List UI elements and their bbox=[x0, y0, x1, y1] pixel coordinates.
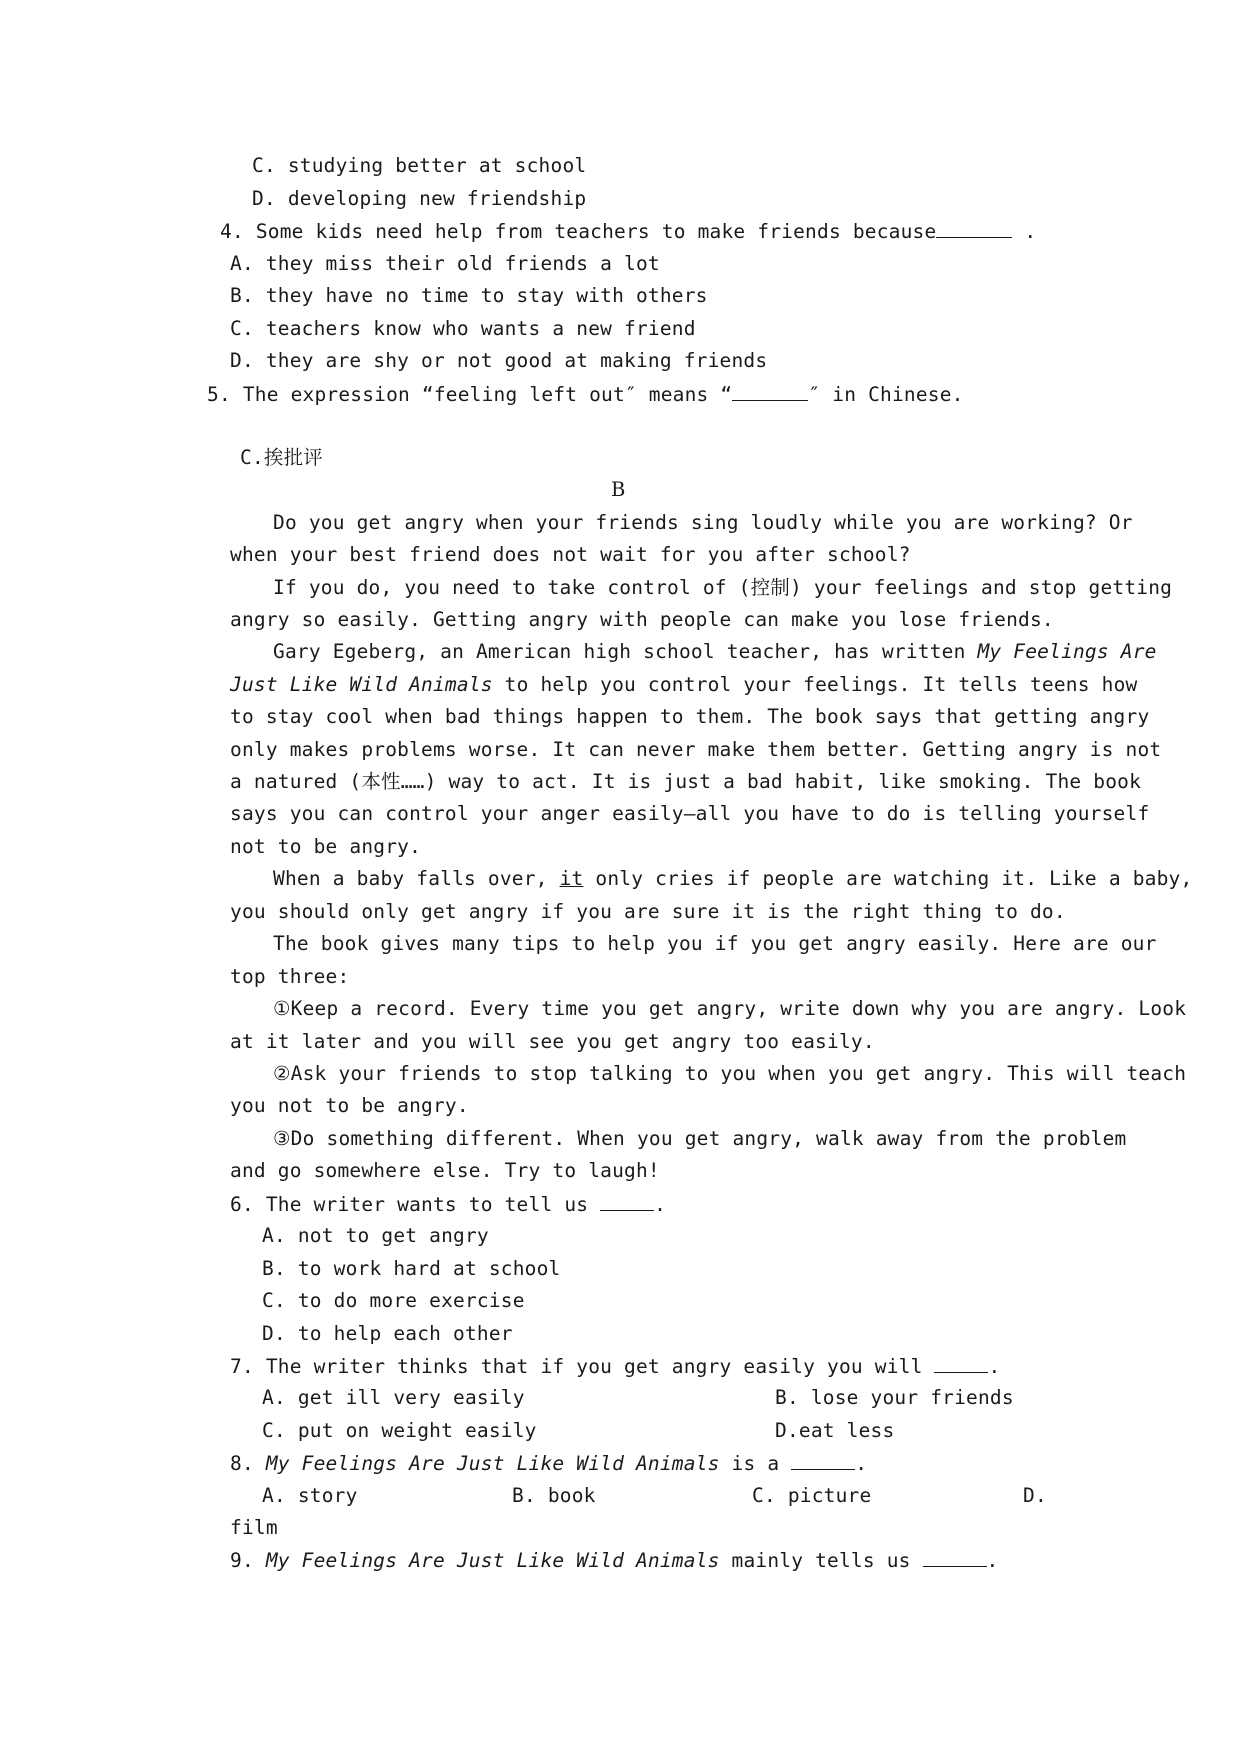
q6-stem bbox=[230, 1192, 666, 1217]
q3-option-d: D. developing new friendship bbox=[252, 187, 587, 210]
q6-option-c: C. to do more exercise bbox=[262, 1289, 525, 1312]
q7-option-d: D.eat less bbox=[775, 1419, 895, 1442]
q4-stem-text: 4. Some kids need help from teachers to make friends because bbox=[220, 220, 937, 243]
q4-option-d: D. they are shy or not good at making friends bbox=[230, 349, 768, 372]
paragraph-line: to stay cool when bad things happen to them. The book says that getting angry bbox=[230, 705, 1150, 728]
q9-stem-post: mainly tells us bbox=[719, 1549, 923, 1572]
q8-option-c: C. picture bbox=[752, 1484, 872, 1507]
paragraph-line: only makes problems worse. It can never make them better. Getting angry is not bbox=[230, 738, 1162, 761]
tip-line: ①Keep a record. Every time you get angry, write down why you are angry. Look bbox=[273, 997, 1187, 1020]
q9-stem bbox=[230, 1548, 999, 1573]
answer-blank bbox=[923, 1548, 987, 1567]
paragraph-line: when your best friend does not wait for you after school? bbox=[230, 543, 911, 566]
q8-option-b: B. book bbox=[512, 1484, 596, 1507]
answer-blank bbox=[791, 1451, 855, 1470]
text-run: only cries if people are watching it. Like a baby, bbox=[583, 867, 1193, 890]
q7-option-b: B. lose your friends bbox=[775, 1386, 1014, 1409]
q8-option-d: D. bbox=[1023, 1484, 1047, 1507]
section-heading: B bbox=[611, 478, 626, 501]
book-title: Just Like Wild Animals bbox=[230, 673, 493, 696]
q4-option-b: B. they have no time to stay with others bbox=[230, 284, 708, 307]
text-run: to help you control your feelings. It tells teens how bbox=[492, 673, 1138, 696]
q4-stem bbox=[220, 219, 1036, 244]
paragraph-line: says you can control your anger easily—all you have to do is telling yourself bbox=[230, 802, 1150, 825]
q8-stem bbox=[230, 1451, 867, 1476]
q6-option-a: A. not to get angry bbox=[262, 1224, 489, 1247]
answer-blank bbox=[600, 1192, 654, 1211]
paragraph-line: If you do, you need to take control of (控制) your feelings and stop getting bbox=[273, 576, 1173, 599]
tip-line: you not to be angry. bbox=[230, 1094, 469, 1117]
q6-stem-end: . bbox=[654, 1193, 667, 1216]
answer-blank bbox=[936, 219, 1012, 238]
tip-line: ②Ask your friends to stop talking to you when you get angry. This will teach bbox=[273, 1062, 1187, 1085]
answer-blank bbox=[934, 1354, 988, 1373]
q7-stem bbox=[230, 1354, 1000, 1379]
q5-option-c: C.挨批评 bbox=[240, 446, 323, 469]
q8-stem-end: . bbox=[855, 1452, 868, 1475]
q3-option-c: C. studying better at school bbox=[252, 154, 587, 177]
q6-option-b: B. to work hard at school bbox=[262, 1257, 561, 1280]
text-run: Gary Egeberg, an American high school teacher, has written bbox=[273, 640, 978, 663]
q7-option-c: C. put on weight easily bbox=[262, 1419, 537, 1442]
q6-option-d: D. to help each other bbox=[262, 1322, 513, 1345]
tip-line: at it later and you will see you get angry too easily. bbox=[230, 1030, 875, 1053]
q8-stem-post: is a bbox=[719, 1452, 792, 1475]
paragraph-line bbox=[230, 673, 1137, 697]
paragraph-line bbox=[273, 640, 1157, 664]
paragraph-line: not to be angry. bbox=[230, 835, 422, 858]
paragraph-line: angry so easily. Getting angry with people can make you lose friends. bbox=[230, 608, 1054, 631]
q5-stem-post: ″ in Chinese. bbox=[808, 383, 964, 406]
q8-option-a: A. story bbox=[262, 1484, 358, 1507]
paragraph-line: top three: bbox=[230, 965, 350, 988]
q4-stem-end: . bbox=[1012, 220, 1037, 243]
tip-line: and go somewhere else. Try to laugh! bbox=[230, 1159, 660, 1182]
q7-stem-text: 7. The writer thinks that if you get angry easily you will bbox=[230, 1355, 935, 1378]
paragraph-line: you should only get angry if you are sure it is the right thing to do. bbox=[230, 900, 1066, 923]
q7-option-a: A. get ill very easily bbox=[262, 1386, 525, 1409]
book-title: My Feelings Are bbox=[977, 640, 1157, 663]
q6-stem-text: 6. The writer wants to tell us bbox=[230, 1193, 601, 1216]
paragraph-line: Do you get angry when your friends sing loudly while you are working? Or bbox=[273, 511, 1133, 534]
q5-stem bbox=[207, 382, 964, 407]
q7-stem-end: . bbox=[988, 1355, 1001, 1378]
q4-option-c: C. teachers know who wants a new friend bbox=[230, 317, 696, 340]
book-title: My Feelings Are Just Like Wild Animals bbox=[265, 1452, 720, 1475]
paragraph-line: The book gives many tips to help you if you get angry easily. Here are our bbox=[273, 932, 1157, 955]
q9-number: 9. bbox=[230, 1549, 266, 1572]
tip-line: ③Do something different. When you get angry, walk away from the problem bbox=[273, 1127, 1127, 1150]
q9-stem-end: . bbox=[986, 1549, 999, 1572]
q4-option-a: A. they miss their old friends a lot bbox=[230, 252, 660, 275]
q8-number: 8. bbox=[230, 1452, 266, 1475]
paragraph-line: a natured (本性……) way to act. It is just a bad habit, like smoking. The book bbox=[230, 770, 1142, 793]
q8-option-d-wrap: film bbox=[230, 1516, 278, 1539]
underlined-word: it bbox=[559, 867, 584, 890]
paragraph-line bbox=[273, 867, 1192, 891]
text-run: When a baby falls over, bbox=[273, 867, 560, 890]
q5-stem-pre: 5. The expression “feeling left out″ means “ bbox=[207, 383, 733, 406]
book-title: My Feelings Are Just Like Wild Animals bbox=[265, 1549, 720, 1572]
answer-blank bbox=[732, 382, 808, 401]
